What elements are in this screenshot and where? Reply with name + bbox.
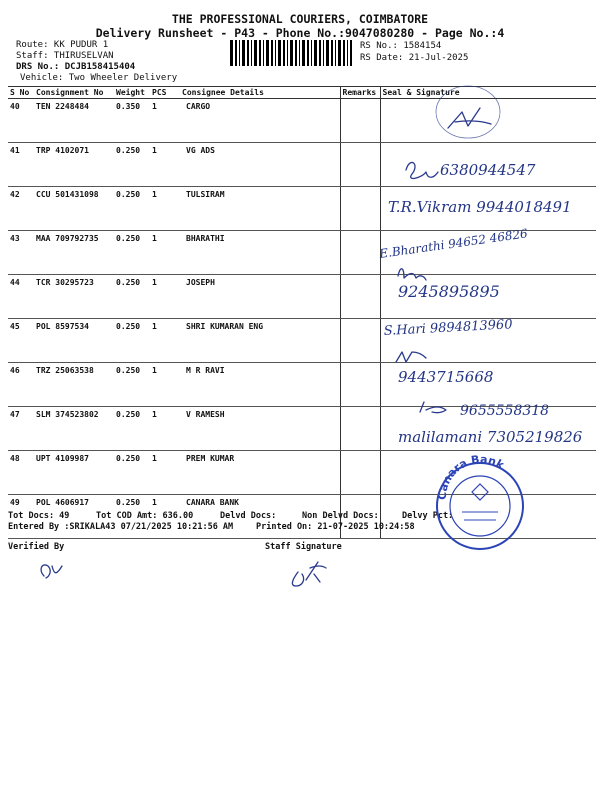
table-row <box>8 407 596 451</box>
cell-consignment: POL 8597534 <box>34 319 114 363</box>
table-row <box>8 99 596 143</box>
cell-consignee: PREM KUMAR <box>180 451 340 495</box>
handwritten-name-phone: T.R.Vikram 9944018491 <box>388 198 572 216</box>
cell-pcs: 1 <box>150 143 180 187</box>
cell-weight: 0.350 <box>114 99 150 143</box>
cell-remarks <box>340 187 380 231</box>
handwritten-phone: 9245895895 <box>398 282 500 301</box>
table-row <box>8 231 596 275</box>
entered-by: Entered By :SRIKALA43 07/21/2025 10:21:56 AM <box>8 522 234 532</box>
cell-sno: 42 <box>8 187 34 231</box>
cell-pcs: 1 <box>150 363 180 407</box>
barcode-bar <box>302 40 305 66</box>
cell-consignment: POL 4606917 <box>34 495 114 539</box>
drs-number: DRS No.: DCJB158415404 <box>16 62 136 72</box>
cod-amount: Tot COD Amt: 636.00 <box>96 511 194 521</box>
cell-remarks <box>340 319 380 363</box>
cell-consignment: SLM 374523802 <box>34 407 114 451</box>
col-consignment: Consignment No <box>34 87 114 99</box>
cell-consignment: TCR 30295723 <box>34 275 114 319</box>
handwritten-phone: 9655558318 <box>460 403 550 419</box>
barcode-bar <box>350 40 352 66</box>
cell-remarks <box>340 143 380 187</box>
barcode-bar <box>271 40 273 66</box>
runsheet-table <box>8 86 596 539</box>
cell-weight: 0.250 <box>114 363 150 407</box>
col-weight: Weight <box>114 87 150 99</box>
barcode-bar <box>347 40 348 66</box>
barcode-bar <box>319 40 321 66</box>
cell-pcs: 1 <box>150 451 180 495</box>
barcode-bar <box>247 40 249 66</box>
cell-sno: 49 <box>8 495 34 539</box>
cell-consignee: M R RAVI <box>180 363 340 407</box>
runsheet-subtitle: Delivery Runsheet - P43 - Phone No.:9047080280 - Page No.:4 <box>95 26 505 40</box>
cell-signature <box>380 407 596 451</box>
cell-pcs: 1 <box>150 187 180 231</box>
barcode-bar <box>275 40 276 66</box>
barcode-bar <box>335 40 336 66</box>
barcode-bar <box>254 40 257 66</box>
barcode-bar <box>251 40 252 66</box>
total-docs: Tot Docs: 49 <box>8 511 70 521</box>
barcode-bar <box>278 40 281 66</box>
cell-sno: 47 <box>8 407 34 451</box>
staff-label: Staff: THIRUSELVAN <box>16 51 114 61</box>
cell-signature <box>380 187 596 231</box>
barcode-bar <box>283 40 285 66</box>
cell-signature <box>380 319 596 363</box>
table-row <box>8 275 596 319</box>
cell-remarks <box>340 275 380 319</box>
cell-pcs: 1 <box>150 495 180 539</box>
barcode <box>230 40 352 66</box>
cell-consignment: TRP 4102071 <box>34 143 114 187</box>
cell-consignment: CCU 501431098 <box>34 187 114 231</box>
barcode-bar <box>299 40 300 66</box>
cell-consignment: TEN 2248484 <box>34 99 114 143</box>
barcode-bar <box>326 40 329 66</box>
barcode-bar <box>263 40 264 66</box>
cell-consignee: JOSEPH <box>180 275 340 319</box>
staff-signature <box>292 562 326 586</box>
cell-pcs: 1 <box>150 275 180 319</box>
company-title: THE PROFESSIONAL COURIERS, COIMBATORE <box>171 12 429 26</box>
handwritten-phone: 6380944547 <box>440 161 536 179</box>
cell-signature <box>380 143 596 187</box>
cell-weight: 0.250 <box>114 451 150 495</box>
handwritten-phone: 9443715668 <box>398 368 494 386</box>
barcode-bar <box>287 40 288 66</box>
cell-consignee: TULSIRAM <box>180 187 340 231</box>
vehicle-label: Vehicle: Two Wheeler Delivery <box>20 73 178 83</box>
cell-weight: 0.250 <box>114 495 150 539</box>
cell-consignee: SHRI KUMARAN ENG <box>180 319 340 363</box>
cell-sno: 45 <box>8 319 34 363</box>
barcode-bar <box>314 40 317 66</box>
staff-signature-label: Staff Signature <box>265 542 342 552</box>
delivery-percent: Delvy Pct: <box>402 511 454 521</box>
barcode-bar <box>343 40 345 66</box>
col-remarks: Remarks <box>340 87 380 99</box>
cell-weight: 0.250 <box>114 275 150 319</box>
route-label: Route: KK PUDUR 1 <box>16 40 109 50</box>
stamp-text: Canara Bank <box>435 452 507 501</box>
cell-signature <box>380 275 596 319</box>
cell-consignment: TRZ 25063538 <box>34 363 114 407</box>
table-row <box>8 143 596 187</box>
verified-by-label: Verified By <box>8 542 65 552</box>
col-consignee: Consignee Details <box>180 87 340 99</box>
barcode-bar <box>290 40 293 66</box>
cell-consignee: BHARATHI <box>180 231 340 275</box>
barcode-bar <box>259 40 261 66</box>
cell-sno: 48 <box>8 451 34 495</box>
cell-signature <box>380 451 596 495</box>
cell-pcs: 1 <box>150 407 180 451</box>
table-row <box>8 187 596 231</box>
barcode-bar <box>235 40 237 66</box>
delivered-docs: Delvd Docs: <box>220 511 277 521</box>
barcode-bar <box>230 40 233 66</box>
cell-weight: 0.250 <box>114 319 150 363</box>
barcode-bar <box>331 40 333 66</box>
non-delivered-docs: Non Delvd Docs: <box>302 511 379 521</box>
rs-date: RS Date: 21-Jul-2025 <box>360 53 469 63</box>
handwritten-name: malilamani 7305219826 <box>398 428 583 446</box>
cell-consignee: VG ADS <box>180 143 340 187</box>
cell-consignment: UPT 4109987 <box>34 451 114 495</box>
cell-consignee: CARGO <box>180 99 340 143</box>
cell-consignee: CANARA BANK <box>180 495 340 539</box>
verified-signature <box>41 565 62 578</box>
col-signature: Seal & Signature <box>380 87 596 99</box>
cell-sno: 46 <box>8 363 34 407</box>
cell-consignment: MAA 709792735 <box>34 231 114 275</box>
cell-sno: 41 <box>8 143 34 187</box>
barcode-bar <box>242 40 245 66</box>
cell-weight: 0.250 <box>114 407 150 451</box>
barcode-bar <box>266 40 269 66</box>
cell-signature <box>380 231 596 275</box>
cell-remarks <box>340 99 380 143</box>
cell-sno: 40 <box>8 99 34 143</box>
barcode-bar <box>338 40 341 66</box>
barcode-bar <box>311 40 312 66</box>
barcode-bar <box>239 40 240 66</box>
cell-pcs: 1 <box>150 99 180 143</box>
cell-sno: 43 <box>8 231 34 275</box>
cell-remarks <box>340 363 380 407</box>
rs-number: RS No.: 1584154 <box>360 41 442 51</box>
cell-sno: 44 <box>8 275 34 319</box>
barcode-bar <box>323 40 324 66</box>
printed-on: Printed On: 21-07-2025 10:24:58 <box>256 522 415 532</box>
table-row <box>8 451 596 495</box>
cell-remarks <box>340 451 380 495</box>
cell-remarks <box>340 231 380 275</box>
table-row <box>8 363 596 407</box>
barcode-bar <box>307 40 309 66</box>
cell-weight: 0.250 <box>114 187 150 231</box>
cell-pcs: 1 <box>150 319 180 363</box>
cell-weight: 0.250 <box>114 143 150 187</box>
cell-weight: 0.250 <box>114 231 150 275</box>
cell-remarks <box>340 407 380 451</box>
col-pcs: PCS <box>150 87 180 99</box>
cell-consignee: V RAMESH <box>180 407 340 451</box>
cell-pcs: 1 <box>150 231 180 275</box>
barcode-bar <box>295 40 297 66</box>
handwritten-name-phone: S.Hari 9894813960 <box>383 317 513 339</box>
table-row <box>8 319 596 363</box>
col-sno: S No <box>8 87 34 99</box>
cell-signature <box>380 99 596 143</box>
cell-signature <box>380 363 596 407</box>
table-header-row <box>8 87 596 99</box>
handwritten-name-phone: E.Bharathi 94652 46826 <box>378 226 529 261</box>
